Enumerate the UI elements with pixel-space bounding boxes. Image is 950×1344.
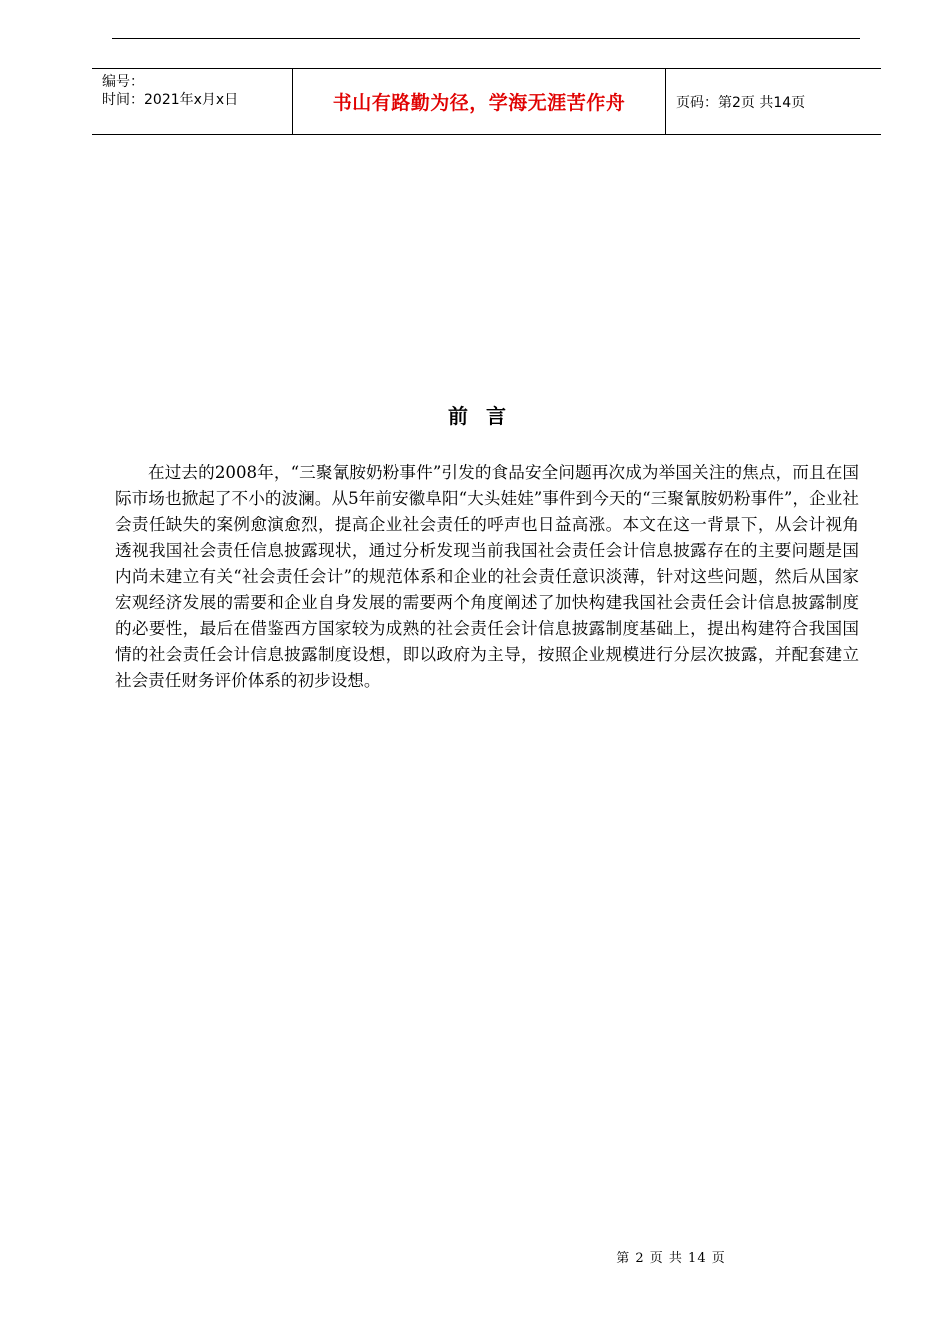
header-page-info: 页码：第2页 共14页	[676, 94, 806, 111]
body-paragraph: 在过去的2008年，“三聚氰胺奶粉事件”引发的食品安全问题再次成为举国关注的焦点，而且在国际市场也掀起了不小的波澜。从5年前安徽阜阳“大头娃娃”事件到今天的“三聚氰胺奶粉事件”，企业社会责任缺失的案例愈演愈烈，提高企业社会责任的呼声也日益高涨。本文在这一背景下，从会计视角透视我国社会责任信息披露现状，通过分析发现当前我国社会责任会计信息披露存在的主要问题是国内尚未建立有关“社会责任会计”的规范体系和企业的社会责任意识淡薄，针对这些问题，然后从国家宏观经济发展的需要和企业自身发展的需要两个角度阐述了加快构建我国社会责任会计信息披露制度的必要性，最后在借鉴西方国家较为成熟的社会责任会计信息披露制度基础上，提出构建符合我国国情的社会责任会计信息披露制度设想，即以政府为主导，按照企业规模进行分层次披露，并配套建立社会责任财务评价体系的初步设想。	[115, 463, 859, 690]
top-divider	[112, 38, 860, 39]
document-header	[92, 68, 881, 135]
time-label: 时间：2021年x月x日	[102, 92, 239, 108]
header-meta	[92, 69, 293, 134]
section-heading: 前言	[448, 404, 524, 428]
page-footer: 第 2 页 共 14 页	[616, 1251, 726, 1266]
header-slogan: 书山有路勤为径，学海无涯苦作舟	[293, 69, 666, 134]
code-label: 编号：	[102, 74, 144, 90]
